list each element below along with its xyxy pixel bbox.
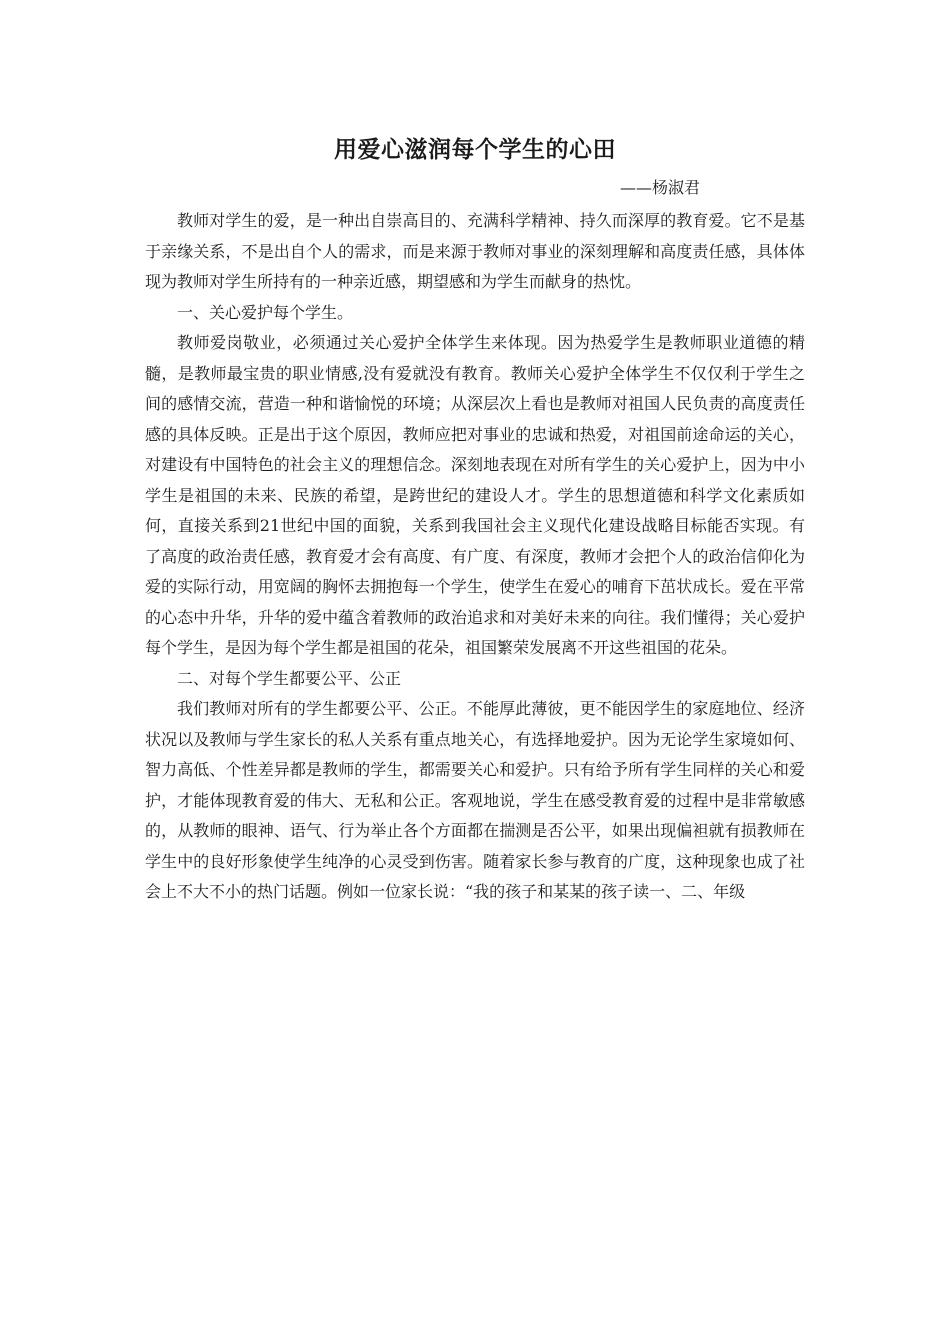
author-line: ——杨淑君 (620, 178, 701, 197)
paragraph-section-2: 我们教师对所有的学生都要公平、公正。不能厚此薄彼，更不能因学生的家庭地位、经济状况以及教师与学生家长的私人关系有重点地关心，有选择地爱护。因为无论学生家境如何、智力高低、个性差异都是教师的学生，都需要关心和爱护。只有给予所有学生同样的关心和爱护，才能体现教育爱的伟大、无私和公正。客观地说，学生在感受教育爱的过程中是非常敏感的，从教师的眼神、语气、行为举止各个方面都在揣测是否公平，如果出现偏袒就有损教师在学生中的良好形象使学生纯净的心灵受到伤害。随着家长参与教育的广度，这种现象也成了社会上不大不小的热门话题。例如一位家长说：“我的孩子和某某的孩子读一、二、年级 (145, 699, 805, 901)
paragraph-intro: 教师对学生的爱，是一种出自崇高目的、充满科学精神、持久而深厚的教育爱。它不是基于亲缘关系，不是出自个人的需求，而是来源于教师对事业的深刻理解和高度责任感，具体体现为教师对学生所持有的一种亲近感，期望感和为学生而献身的热忱。 (145, 211, 805, 291)
section-heading-1: 一、关心爱护每个学生。 (177, 302, 354, 322)
document-body (145, 206, 805, 908)
document-title: 用爱心滋润每个学生的心田 (334, 136, 616, 163)
section-heading-2: 二、对每个学生都要公平、公正 (177, 668, 402, 688)
paragraph-section-1: 教师爱岗敬业，必须通过关心爱护全体学生来体现。因为热爱学生是教师职业道德的精髓，是教师最宝贵的职业情感,没有爱就没有教育。教师关心爱护全体学生不仅仅利于学生之间的感情交流，营造一种和谐愉悦的环境；从深层次上看也是教师对祖国人民负责的高度责任感的具体反映。正是出于这个原因，教师应把对事业的忠诚和热爱，对祖国前途命运的关心，对建设有中国特色的社会主义的理想信念。深刻地表现在对所有学生的关心爱护上，因为中小学生是祖国的未来、民族的希望，是跨世纪的建设人才。学生的思想道德和科学文化素质如何，直接关系到21世纪中国的面貌，关系到我国社会主义现代化建设战略目标能否实现。有了高度的政治责任感，教育爱才会有高度、有广度、有深度，教师才会把个人的政治信仰化为爱的实际行动，用宽阔的胸怀去拥抱每一个学生，使学生在爱心的哺育下茁状成长。爱在平常的心态中升华，升华的爱中蕴含着教师的政治追求和对美好未来的向往。我们懂得；关心爱护每个学生，是因为每个学生都是祖国的花朵，祖国繁荣发展离不开这些祖国的花朵。 (145, 333, 805, 657)
